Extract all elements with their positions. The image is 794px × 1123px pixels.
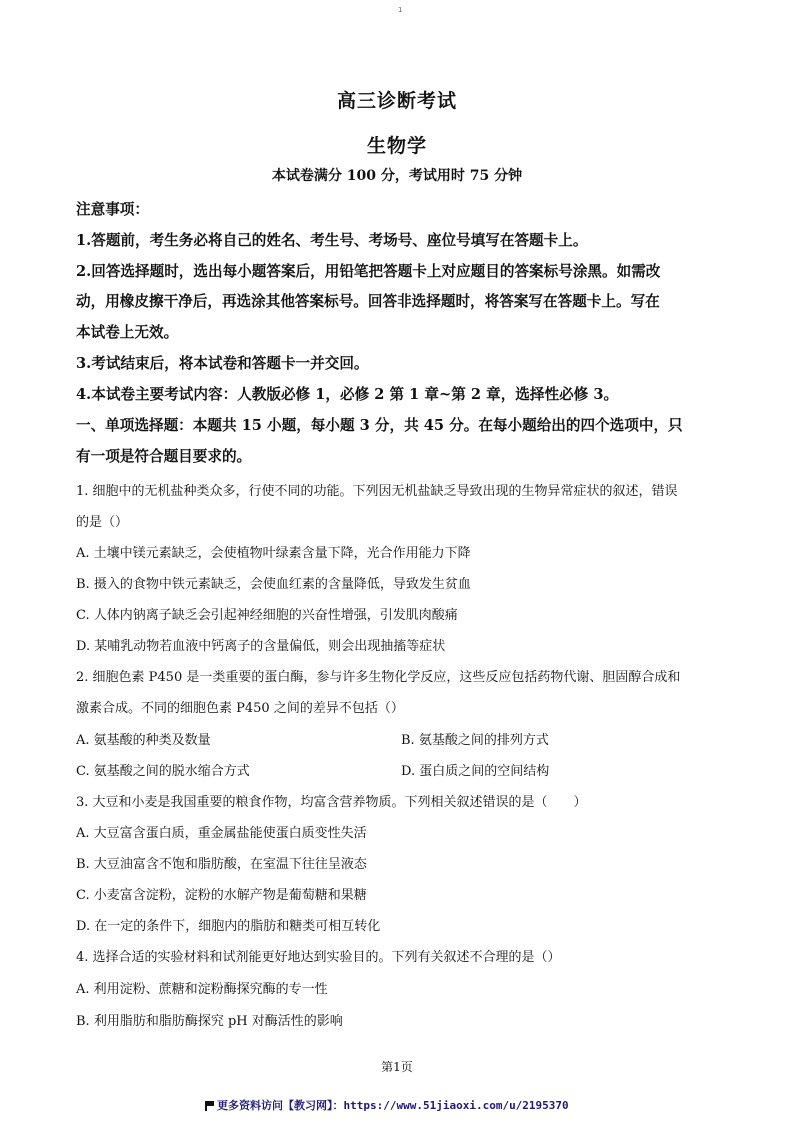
top-mark: 1 [398, 6, 403, 14]
notice-line: 3.考试结束后，将本试卷和答题卡一并交回。 [76, 355, 369, 372]
notice-line: 2.回答选择题时，选出每小题答案后，用铅笔把答题卡上对应题目的答案标号涂黑。如需改 [76, 263, 661, 280]
option-c: C. 氨基酸之间的脱水缩合方式 [76, 764, 250, 779]
section-heading: 有一项是符合题目要求的。 [76, 448, 252, 465]
notice-heading: 注意事项： [76, 201, 149, 218]
subject-title: 生物学 [366, 135, 427, 157]
notice-line: 本试卷上无效。 [76, 324, 179, 341]
option-b: B. 摄入的食物中铁元素缺乏，会使血红素的含量降低，导致发生贫血 [76, 577, 471, 592]
option-d: D. 某哺乳动物若血液中钙离子的含量偏低，则会出现抽搐等症状 [76, 639, 446, 654]
option-a: A. 利用淀粉、蔗糖和淀粉酶探究酶的专一性 [76, 982, 328, 997]
option-d: D. 在一定的条件下，细胞内的脂肪和糖类可相互转化 [76, 919, 381, 934]
notice-line: 动，用橡皮擦干净后，再选涂其他答案标号。回答非选择题时，将答案写在答题卡上。写在 [76, 293, 660, 310]
question-stem: 2. 细胞色素 P450 是一类重要的蛋白酶，参与许多生物化学反应，这些反应包括药物代谢、胆固醇合成和 [76, 670, 681, 685]
exam-title: 高三诊断考试 [336, 90, 457, 112]
question-stem: 的是（） [76, 515, 129, 530]
option-b: B. 大豆油富含不饱和脂肪酸，在室温下往往呈液态 [76, 857, 367, 872]
option-d: D. 蛋白质之间的空间结构 [401, 764, 550, 779]
option-a: A. 大豆富含蛋白质，重金属盐能使蛋白质变性失活 [76, 826, 367, 841]
question-stem: 3. 大豆和小麦是我国重要的粮食作物，均富含营养物质。下列相关叙述错误的是（ ） [76, 795, 587, 810]
exam-info: 本试卷满分 100 分，考试用时 75 分钟 [271, 168, 523, 184]
page-number: 第1页 [381, 1060, 413, 1074]
flag-icon [205, 1101, 214, 1110]
section-heading: 一、单项选择题：本题共 15 小题，每小题 3 分，共 45 分。在每小题给出的四个选项中，只 [76, 417, 683, 434]
question-stem: 激素合成。不同的细胞色素 P450 之间的差异不包括（） [76, 701, 404, 716]
option-c: C. 人体内钠离子缺乏会引起神经细胞的兴奋性增强，引发肌肉酸痛 [76, 608, 458, 623]
option-a: A. 氨基酸的种类及数量 [76, 733, 211, 748]
option-b: B. 利用脂肪和脂肪酶探究 pH 对酶活性的影响 [76, 1014, 343, 1029]
footer-text[interactable]: 更多资料访问【教习网】：https://www.51jiaoxi.com/u/2195370 [217, 1099, 569, 1112]
option-a: A. 土壤中镁元素缺乏，会使植物叶绿素含量下降，光合作用能力下降 [76, 546, 471, 561]
notice-line: 1.答题前，考生务必将自己的姓名、考生号、考场号、座位号填写在答题卡上。 [76, 232, 588, 249]
question-stem: 1. 细胞中的无机盐种类众多，行使不同的功能。下列因无机盐缺乏导致出现的生物异常症状的叙述，错误 [76, 484, 678, 499]
notice-line: 4.本试卷主要考试内容：人教版必修 1，必修 2 第 1 章~第 2 章，选择性必修 3。 [76, 386, 619, 403]
footer-link[interactable] [205, 1097, 569, 1113]
option-b: B. 氨基酸之间的排列方式 [401, 733, 549, 748]
question-stem: 4. 选择合适的实验材料和试剂能更好地达到实验目的。下列有关叙述不合理的是（） [76, 950, 561, 965]
option-c: C. 小麦富含淀粉，淀粉的水解产物是葡萄糖和果糖 [76, 888, 367, 903]
